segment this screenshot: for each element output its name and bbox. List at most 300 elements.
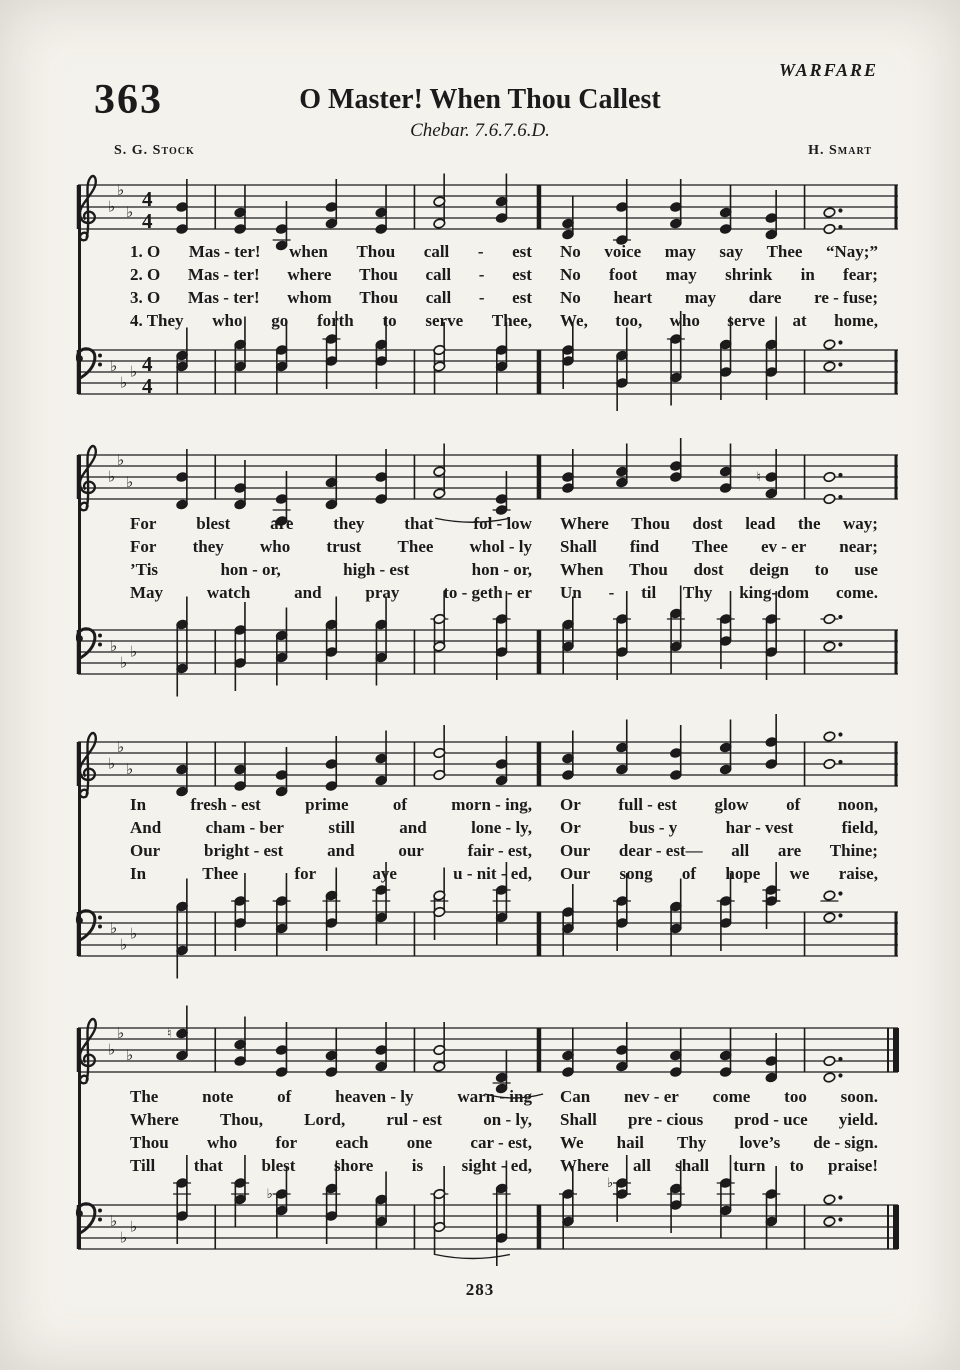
lyric-syllable: Thine; [829, 841, 878, 860]
lyric-syllable: May [130, 583, 164, 602]
page-number: 283 [465, 1280, 495, 1299]
flat-sign-icon: ♭ [117, 451, 125, 469]
lyric-syllable: hope [725, 864, 761, 883]
half-note-icon [823, 471, 836, 482]
lyric-syllable: who [669, 311, 700, 330]
lyric-syllable: blest [261, 1156, 296, 1175]
lyric-syllable: warn - ing [457, 1087, 532, 1106]
lyric-syllable: Or [560, 795, 581, 814]
lyric-phrase-right [560, 862, 878, 885]
lyric-syllable: Thee [692, 537, 728, 556]
lyric-syllable: Where [560, 1156, 609, 1175]
lyric-line [130, 581, 878, 604]
lyric-syllable: too, [615, 311, 643, 330]
lyric-syllable: blest [196, 514, 231, 533]
lyric-syllable: For [130, 537, 157, 556]
lyric-syllable: Thou [359, 288, 399, 307]
lyric-syllable: yield. [838, 1110, 878, 1129]
lyric-syllable: all [632, 1156, 651, 1175]
lyric-syllable: near; [839, 537, 878, 556]
lyric-syllable: are [270, 514, 294, 533]
lyric-syllable: fair - est, [467, 841, 532, 860]
lyric-line [130, 1108, 878, 1131]
lyric-phrase-right [560, 263, 878, 286]
lyric-syllable: voice [604, 242, 642, 261]
lyric-phrase-left [130, 240, 532, 263]
lyric-syllable: prime [305, 795, 349, 814]
flat-sign-icon: ♭ [130, 642, 138, 661]
flat-sign-icon: ♭ [120, 1228, 128, 1247]
lyric-syllable: When [560, 560, 604, 579]
time-signature: 4 [142, 352, 153, 376]
composer-credit: H. Smart [808, 143, 872, 158]
lyric-line [130, 1085, 878, 1108]
lyric-syllable: may [665, 265, 697, 284]
accidental-icon: ♭ [266, 1187, 273, 1202]
lyric-syllable: use [854, 560, 878, 579]
lyric-syllable: - [478, 288, 485, 307]
lyric-syllable: dear - est— [618, 841, 703, 860]
lyric-syllable: to - geth - er [443, 583, 532, 602]
flat-sign-icon: ♭ [110, 637, 118, 655]
lyric-syllable: glow [714, 795, 749, 814]
lyric-syllable: come. [835, 583, 878, 602]
lyric-phrase-left [130, 286, 532, 309]
bass-clef-icon [76, 629, 102, 658]
lyric-syllable: 1. O [130, 242, 161, 261]
half-note-icon [433, 769, 446, 780]
lyric-syllable: and [399, 818, 427, 837]
lyric-syllable: Thou [631, 514, 671, 533]
lyric-syllable: Thou [359, 265, 398, 284]
time-signature: 4 [142, 209, 153, 233]
accidental-icon: ♭ [606, 1176, 614, 1191]
lyric-phrase-right [560, 816, 878, 839]
lyric-phrase-right [560, 793, 878, 816]
lyric-syllable: Thy [677, 1133, 707, 1152]
lyric-syllable: one [406, 1133, 433, 1152]
lyric-syllable: they [192, 537, 224, 556]
half-note-icon [823, 339, 836, 350]
accidental-icon: ♮ [167, 1026, 172, 1042]
bass-staff-3 [70, 892, 900, 982]
lyric-syllable: Our [130, 841, 161, 860]
lyric-syllable: are [777, 841, 802, 860]
flat-sign-icon: ♭ [108, 754, 116, 773]
lyric-syllable: and [294, 583, 322, 602]
verse-block-1 [130, 240, 878, 332]
half-note-icon [823, 912, 836, 923]
lyric-phrase-left [130, 309, 532, 332]
lyric-syllable: deign [749, 560, 789, 579]
lyric-line [130, 512, 878, 535]
lyric-syllable: our [398, 841, 424, 860]
half-note-icon [823, 1072, 836, 1083]
hymn-number: 363 [94, 77, 163, 123]
time-signature: 4 [142, 187, 153, 211]
lyric-line [130, 535, 878, 558]
lyric-syllable: And [130, 818, 162, 837]
half-note-icon [823, 758, 836, 769]
lyric-syllable: Thee [766, 242, 803, 261]
lyric-phrase-right [560, 309, 878, 332]
lyric-syllable: car - est, [470, 1133, 532, 1152]
flat-sign-icon: ♭ [110, 1212, 118, 1230]
author-credit: S. G. Stock [114, 143, 195, 158]
lyric-syllable: nev - er [624, 1087, 679, 1106]
lyric-syllable: - [478, 265, 485, 284]
lyric-phrase-right [560, 535, 878, 558]
staff-svg [70, 1176, 900, 1275]
flat-sign-icon: ♭ [130, 1217, 138, 1236]
lyric-syllable: of [277, 1087, 292, 1106]
lyric-syllable: the [797, 514, 821, 533]
lyric-syllable: Thou, [219, 1110, 263, 1129]
staff-svg [70, 610, 900, 700]
lyric-syllable: Thee [397, 537, 434, 556]
lyric-syllable: each [335, 1133, 369, 1152]
lyric-phrase-left [130, 535, 532, 558]
lyric-syllable: - [608, 583, 615, 602]
hymn-title: O Master! When Thou Callest [299, 84, 661, 115]
tune-name: Chebar. 7.6.7.6.D. [410, 120, 550, 141]
lyric-syllable: noon, [837, 795, 878, 814]
lyric-syllable: til [641, 583, 657, 602]
lyric-line [130, 793, 878, 816]
lyric-syllable: We, [560, 311, 588, 330]
lyric-syllable: who [259, 537, 291, 556]
lyric-syllable: call [425, 265, 452, 284]
lyric-phrase-left [130, 1131, 532, 1154]
flat-sign-icon: ♭ [117, 738, 125, 756]
half-note-icon [433, 488, 446, 499]
half-note-icon [823, 890, 836, 901]
lyric-syllable: est [512, 288, 532, 307]
lyric-syllable: soon. [840, 1087, 878, 1106]
lyric-syllable: all [731, 841, 750, 860]
lyric-syllable: bus - y [629, 818, 678, 837]
lyric-syllable: who [212, 311, 243, 330]
lyric-syllable: shrink [725, 265, 773, 284]
flat-sign-icon: ♭ [108, 197, 116, 216]
lyric-syllable: Shall [560, 1110, 597, 1129]
lyric-syllable: love’s [739, 1133, 781, 1152]
lyric-syllable: whol - ly [469, 537, 532, 556]
lyric-syllable: lead [745, 514, 776, 533]
lyric-syllable: dost [692, 514, 723, 533]
lyric-phrase-left [130, 793, 532, 816]
lyric-line [130, 862, 878, 885]
lyric-syllable: may [684, 288, 717, 307]
half-note-icon [823, 731, 836, 742]
lyric-syllable: est [512, 265, 532, 284]
lyric-syllable: Where [560, 514, 609, 533]
lyric-syllable: Can [560, 1087, 591, 1106]
lyric-phrase-right [560, 240, 878, 263]
lyric-syllable: 4. They [130, 311, 184, 330]
lyric-syllable: heart [613, 288, 653, 307]
half-note-icon [823, 361, 836, 372]
lyric-syllable: Where [130, 1110, 179, 1129]
lyric-syllable: hon - or, [220, 560, 281, 579]
flat-sign-icon: ♭ [120, 935, 128, 954]
lyric-phrase-right [560, 286, 878, 309]
lyric-syllable: Shall [560, 537, 597, 556]
flat-sign-icon: ♭ [110, 357, 118, 375]
flat-sign-icon: ♭ [117, 1024, 125, 1042]
lyric-syllable: Or [560, 818, 581, 837]
lyric-syllable: Thou [130, 1133, 169, 1152]
lyric-syllable: call [423, 242, 450, 261]
lyric-syllable: est [512, 242, 532, 261]
lyric-syllable: forth [316, 311, 354, 330]
bass-clef-icon [76, 911, 102, 940]
bass-staff-1 [70, 330, 900, 420]
lyric-syllable: Thee, [491, 311, 532, 330]
lyric-line [130, 286, 878, 309]
time-signature: 4 [142, 374, 153, 398]
lyric-phrase-left [130, 862, 532, 885]
lyric-line [130, 839, 878, 862]
lyric-syllable: dare [748, 288, 782, 307]
lyric-syllable: ev - er [760, 537, 807, 556]
lyric-syllable: dost [693, 560, 724, 579]
flat-sign-icon: ♭ [110, 919, 118, 937]
lyric-syllable: Lord, [304, 1110, 346, 1129]
lyric-syllable: watch [206, 583, 251, 602]
lyric-syllable: fol - low [473, 514, 532, 533]
half-note-icon [823, 1194, 836, 1205]
lyric-syllable: at [792, 311, 807, 330]
lyric-syllable: Thou [356, 242, 396, 261]
lyric-syllable: aye [372, 864, 397, 883]
lyric-syllable: call [425, 288, 452, 307]
lyric-syllable: Our [560, 841, 591, 860]
lyric-syllable: serve [727, 311, 766, 330]
lyric-syllable: re - fuse; [814, 288, 878, 307]
lyric-syllable: Mas - ter! [188, 242, 261, 261]
lyric-syllable: on - ly, [483, 1110, 532, 1129]
lyric-syllable: pray [365, 583, 400, 602]
lyric-phrase-right [560, 558, 878, 581]
lyric-line [130, 309, 878, 332]
lyric-phrase-left [130, 839, 532, 862]
lyric-syllable: of [681, 864, 697, 883]
half-note-icon [823, 207, 836, 218]
lyric-syllable: they [333, 514, 365, 533]
lyric-phrase-left [130, 1108, 532, 1131]
lyric-syllable: field, [841, 818, 878, 837]
lyric-syllable: Thy [683, 583, 713, 602]
half-note-icon [823, 493, 836, 504]
lyric-line [130, 1154, 878, 1177]
lyric-syllable: home, [834, 311, 878, 330]
half-note-icon [823, 613, 836, 624]
lyric-syllable: king-dom [739, 583, 810, 602]
lyric-syllable: is [411, 1156, 424, 1175]
flat-sign-icon: ♭ [130, 362, 138, 381]
flat-sign-icon: ♭ [126, 203, 134, 221]
lyric-syllable: in [800, 265, 815, 284]
lyric-syllable: rul - est [386, 1110, 443, 1129]
lyric-syllable: whom [287, 288, 332, 307]
lyric-syllable: when [289, 242, 328, 261]
lyric-phrase-left [130, 581, 532, 604]
lyric-syllable: The [130, 1087, 159, 1106]
lyric-syllable: that [404, 514, 434, 533]
lyric-syllable: Till [130, 1156, 156, 1175]
bass-clef-icon [76, 1204, 102, 1233]
lyric-syllable: Thou [629, 560, 668, 579]
lyric-syllable: No [560, 265, 581, 284]
lyric-syllable: We [560, 1133, 584, 1152]
lyric-syllable: that [193, 1156, 223, 1175]
half-note-icon [823, 1055, 836, 1066]
lyric-syllable: go [271, 311, 289, 330]
lyric-syllable: lone - ly, [471, 818, 532, 837]
lyric-line [130, 263, 878, 286]
lyric-phrase-right [560, 581, 878, 604]
staff-svg [70, 892, 900, 982]
verse-block-3 [130, 793, 878, 885]
lyric-syllable: har - vest [725, 818, 794, 837]
lyric-phrase-right [560, 1085, 878, 1108]
lyric-phrase-left [130, 558, 532, 581]
lyric-phrase-right [560, 839, 878, 862]
lyric-syllable: we [789, 864, 810, 883]
lyric-line [130, 240, 878, 263]
lyric-syllable: for [275, 1133, 298, 1152]
lyric-syllable: who [206, 1133, 238, 1152]
lyric-syllable: praise! [827, 1156, 878, 1175]
lyric-syllable: Our [560, 864, 591, 883]
half-note-icon [823, 223, 836, 234]
lyric-syllable: full - est [618, 795, 677, 814]
lyric-phrase-left [130, 816, 532, 839]
lyric-syllable: shore [333, 1156, 374, 1175]
flat-sign-icon: ♭ [126, 760, 134, 778]
lyric-syllable: find [629, 537, 660, 556]
lyric-syllable: Thee [202, 864, 239, 883]
lyric-syllable: come [712, 1087, 751, 1106]
lyric-syllable: No [560, 288, 581, 307]
lyric-syllable: u - nit - ed, [453, 864, 532, 883]
lyric-phrase-right [560, 1131, 878, 1154]
lyric-syllable: say [719, 242, 744, 261]
staff-svg [70, 330, 900, 420]
lyric-syllable: bright - est [204, 841, 284, 860]
lyric-syllable: serve [425, 311, 464, 330]
lyric-syllable: and [327, 841, 355, 860]
lyric-syllable: where [287, 265, 332, 284]
flat-sign-icon: ♭ [108, 467, 116, 486]
lyric-phrase-left [130, 512, 532, 535]
lyric-phrase-left [130, 263, 532, 286]
bass-staff-4 [70, 1176, 900, 1275]
lyric-phrase-left [130, 1085, 532, 1108]
lyric-syllable: heaven - ly [335, 1087, 414, 1106]
verse-block-2 [130, 512, 878, 604]
lyric-syllable: note [202, 1087, 234, 1106]
lyric-syllable: fresh - est [190, 795, 261, 814]
lyric-syllable: Un [560, 583, 582, 602]
lyric-phrase-right [560, 1108, 878, 1131]
lyric-syllable: 2. O [130, 265, 161, 284]
lyric-syllable: morn - ing, [451, 795, 532, 814]
verse-block-4 [130, 1085, 878, 1177]
lyric-syllable: to [814, 560, 829, 579]
flat-sign-icon: ♭ [126, 473, 134, 491]
lyric-syllable: of [392, 795, 407, 814]
half-note-icon [823, 1216, 836, 1227]
lyric-syllable: to [382, 311, 397, 330]
section-category: WARFARE [778, 60, 878, 80]
lyric-syllable: may [664, 242, 696, 261]
lyric-line [130, 816, 878, 839]
lyric-syllable: prod - uce [734, 1110, 808, 1129]
lyric-syllable: turn [733, 1156, 766, 1175]
lyric-line [130, 558, 878, 581]
lyric-syllable: hon - or, [471, 560, 532, 579]
bass-clef-icon [76, 349, 102, 378]
lyric-syllable: shall [675, 1156, 710, 1175]
flat-sign-icon: ♭ [117, 181, 125, 199]
bass-staff-2 [70, 610, 900, 700]
lyric-syllable: ’Tis [130, 560, 159, 579]
flat-sign-icon: ♭ [120, 373, 128, 392]
flat-sign-icon: ♭ [130, 924, 138, 943]
lyric-syllable: - [477, 242, 484, 261]
lyric-syllable: pre - cious [627, 1110, 704, 1129]
half-note-icon [433, 218, 446, 229]
lyric-syllable: foot [609, 265, 638, 284]
half-note-icon [823, 641, 836, 652]
lyric-syllable: cham - ber [205, 818, 284, 837]
slur-icon [435, 1255, 510, 1259]
lyric-syllable: Mas - ter! [187, 265, 260, 284]
flat-sign-icon: ♭ [120, 653, 128, 672]
lyric-syllable: still [328, 818, 355, 837]
lyric-syllable: way; [843, 514, 878, 533]
lyric-syllable: high - est [343, 560, 410, 579]
accidental-icon: ♮ [756, 470, 762, 485]
flat-sign-icon: ♭ [108, 1040, 116, 1059]
lyric-syllable: de - sign. [813, 1133, 878, 1152]
lyric-syllable: In [130, 795, 147, 814]
lyric-syllable: raise, [838, 864, 878, 883]
lyric-syllable: too [784, 1087, 807, 1106]
flat-sign-icon: ♭ [126, 1046, 134, 1064]
lyric-syllable: “Nay;” [826, 242, 878, 261]
lyric-syllable: song [619, 864, 653, 883]
lyric-syllable: sight - ed, [461, 1156, 532, 1175]
lyric-phrase-left [130, 1154, 532, 1177]
lyric-syllable: for [294, 864, 317, 883]
lyric-syllable: of [786, 795, 801, 814]
lyric-syllable: hail [616, 1133, 645, 1152]
lyric-syllable: 3. O [130, 288, 161, 307]
lyric-syllable: For [130, 514, 157, 533]
lyric-syllable: No [560, 242, 581, 261]
lyric-syllable: trust [326, 537, 362, 556]
lyric-syllable: Mas - ter! [187, 288, 260, 307]
lyric-phrase-right [560, 1154, 878, 1177]
lyric-syllable: In [130, 864, 147, 883]
lyric-phrase-right [560, 512, 878, 535]
half-note-icon [433, 1061, 446, 1072]
lyric-line [130, 1131, 878, 1154]
lyric-syllable: fear; [843, 265, 878, 284]
